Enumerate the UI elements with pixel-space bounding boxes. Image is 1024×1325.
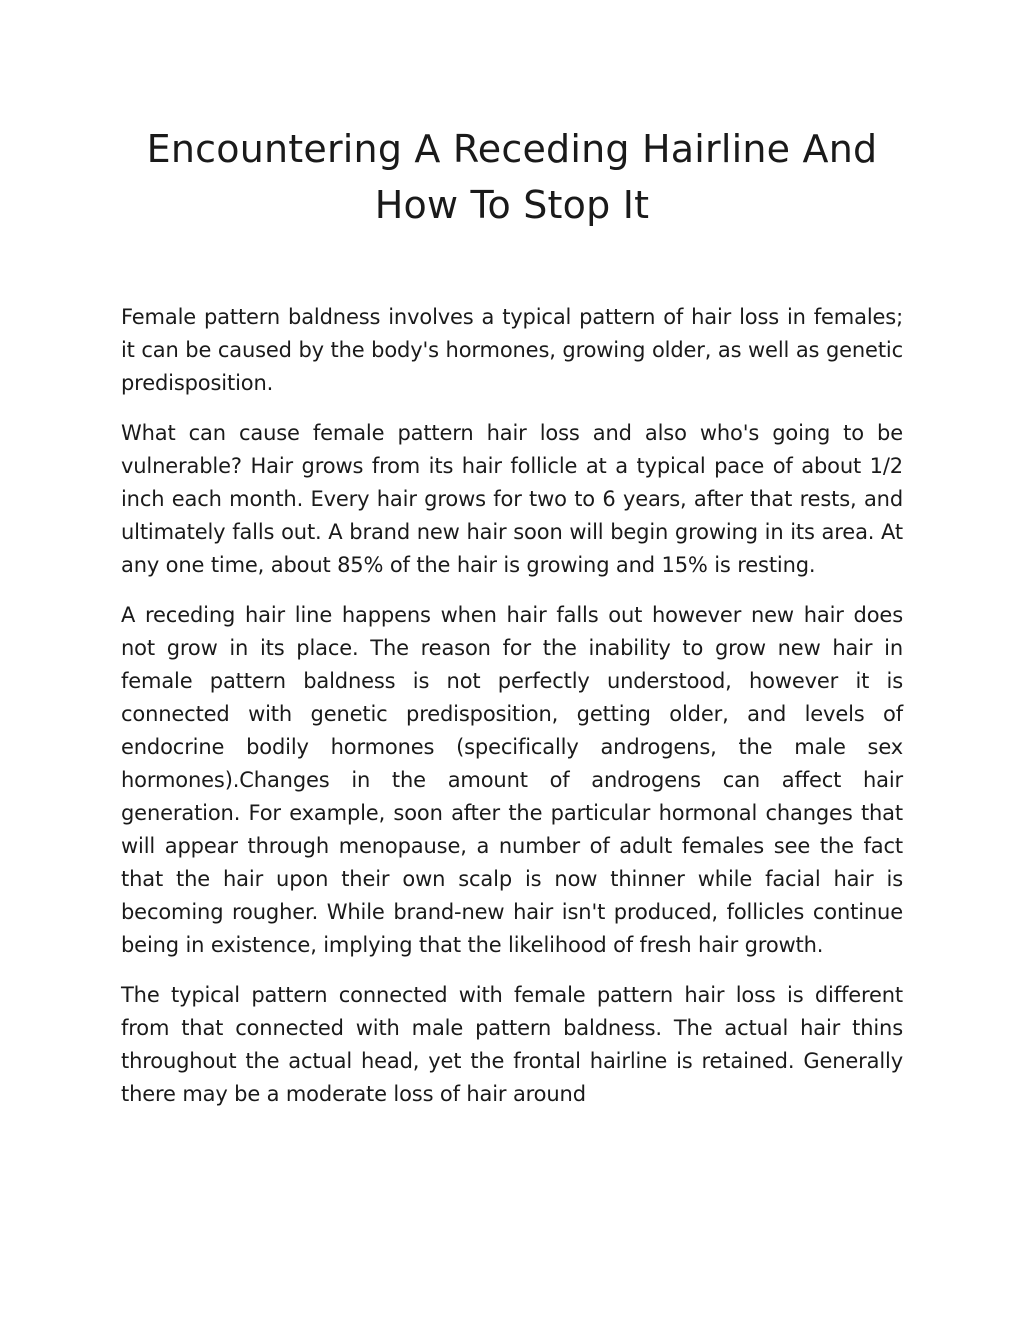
paragraph: A receding hair line happens when hair falls out however new hair does not grow in its place. The reason for the inability to grow new hair in female pattern baldness is not perfectly understood, however it is connected with genetic predisposition, getting older, and levels of endocrine bodily hormones (specifically androgens, the male sex hormones).Changes in the amount of androgens can affect hair generation. For example, soon after the particular hormonal changes that will appear through menopause, a number of adult females see the fact that the hair upon their own scalp is now thinner while facial hair is becoming rougher. While brand-new hair isn't produced, follicles continue being in existence, implying that the likelihood of fresh hair growth. <box>121 603 903 957</box>
paragraph: Female pattern baldness involves a typical pattern of hair loss in females; it can be caused by the body's hormones, growing older, as well as genetic predisposition. <box>121 305 903 395</box>
document-title <box>120 121 904 233</box>
paragraph: What can cause female pattern hair loss and also who's going to be vulnerable? Hair grows from its hair follicle at a typical pace of about 1/2 inch each month. Every hair grows for two to 6 years, after that rests, and ultimately falls out. A brand new hair soon will begin growing in its area. At any one time, about 85% of the hair is growing and 15% is resting. <box>121 421 903 577</box>
title-line-2: How To Stop It <box>374 183 650 227</box>
paragraph: The typical pattern connected with female pattern hair loss is different from that connected with male pattern baldness. The actual hair thins throughout the actual head, yet the frontal hairline is retained. Generally there may be a moderate loss of hair around <box>121 983 903 1106</box>
document-body <box>121 301 903 1128</box>
title-line-1: Encountering A Receding Hairline And <box>146 127 878 171</box>
